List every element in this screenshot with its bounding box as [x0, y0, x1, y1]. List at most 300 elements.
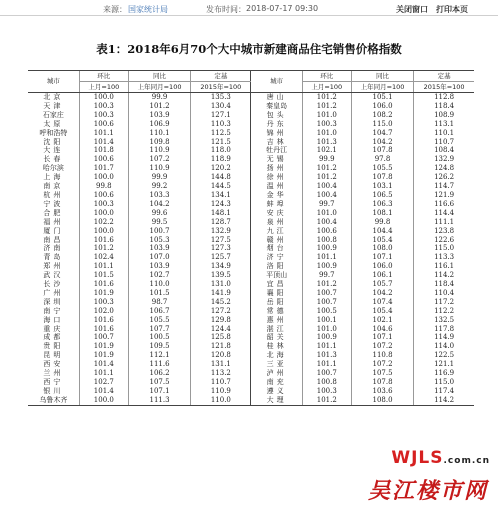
- yoy-cell: 110.9: [128, 164, 190, 173]
- yoy-cell: 107.8: [351, 173, 413, 182]
- yoy-cell: 99.5: [128, 218, 190, 227]
- base-cell: 114.0: [414, 342, 474, 351]
- city-cell: 大理: [251, 396, 302, 405]
- yoy-cell: 105.5: [351, 164, 413, 173]
- city-cell: 上海: [43, 173, 64, 182]
- yoy-cell: 109.5: [128, 342, 190, 351]
- base-cell: 134.9: [191, 262, 251, 271]
- mom-cell: 101.0: [302, 111, 351, 120]
- yoy-cell: 109.8: [128, 138, 190, 147]
- source-label: 来源：: [103, 5, 127, 14]
- yoy-cell: 108.2: [351, 111, 413, 120]
- city-cell: 长春: [43, 155, 64, 164]
- mom-cell: 100.9: [302, 244, 351, 253]
- city-cell: 哈尔滨: [42, 164, 64, 173]
- base-cell: 148.1: [191, 209, 251, 218]
- base-cell: 122.5: [414, 351, 474, 360]
- base-cell: 127.5: [191, 236, 251, 245]
- yoy-cell: 107.5: [351, 369, 413, 378]
- city-cell: 泉州: [266, 217, 287, 226]
- table-row: [28, 218, 474, 227]
- yoy-cell: 97.8: [351, 155, 413, 164]
- mom-cell: 100.4: [302, 191, 351, 200]
- mom-cell: 100.6: [79, 191, 128, 200]
- yoy-cell: 103.9: [128, 244, 190, 253]
- base-cell: 122.6: [414, 236, 474, 245]
- watermark-brand: [391, 448, 490, 468]
- city-cell: 天津: [43, 101, 64, 110]
- yoy-cell: 105.7: [351, 280, 413, 289]
- mom-cell: 102.0: [79, 307, 128, 316]
- yoy-cell: 104.6: [351, 325, 413, 334]
- base-cell: 132.9: [414, 155, 474, 164]
- yoy-cell: 107.1: [351, 333, 413, 342]
- base-cell: 110.4: [414, 289, 474, 298]
- yoy-cell: 99.6: [128, 209, 190, 218]
- table-row: [28, 298, 474, 307]
- yoy-cell: 110.1: [128, 129, 190, 138]
- city-cell: 包头: [266, 110, 287, 119]
- city-cell: 秦皇岛: [266, 101, 288, 110]
- col-header-yoy: 同比: [351, 71, 413, 82]
- mom-cell: 101.6: [79, 325, 128, 334]
- table-title: 表1：2018年6月70个大中城市新建商品住宅销售价格指数: [96, 42, 402, 56]
- mom-cell: 102.7: [79, 378, 128, 387]
- city-cell: 温州: [266, 182, 287, 191]
- watermark-brand-text: WJLS: [391, 448, 444, 468]
- city-cell: 合肥: [43, 208, 64, 217]
- yoy-cell: 106.1: [351, 271, 413, 280]
- table-row: [28, 191, 474, 200]
- base-cell: 110.3: [191, 120, 251, 129]
- watermark-domain: .com.cn: [443, 456, 490, 466]
- yoy-cell: 110.0: [128, 280, 190, 289]
- city-cell: 惠州: [266, 315, 287, 324]
- table-row: [28, 325, 474, 334]
- base-cell: 124.3: [191, 200, 251, 209]
- base-cell: 124.4: [191, 325, 251, 334]
- mom-cell: 100.0: [79, 227, 128, 236]
- city-cell: 成都: [43, 333, 64, 342]
- table-row: [28, 93, 474, 102]
- base-cell: 121.5: [191, 138, 251, 147]
- city-cell: 宜昌: [266, 280, 287, 289]
- city-cell: 宁波: [43, 199, 64, 208]
- col-header-mom: 环比: [79, 71, 128, 82]
- table-row: [28, 333, 474, 342]
- base-cell: 120.2: [191, 164, 251, 173]
- yoy-cell: 107.8: [351, 146, 413, 155]
- base-cell: 115.0: [414, 378, 474, 387]
- city-cell: 锦州: [266, 128, 287, 137]
- table-row: [28, 378, 474, 387]
- col-header-base: 定基: [414, 71, 474, 82]
- mom-cell: 101.2: [79, 244, 128, 253]
- mom-cell: 101.0: [302, 209, 351, 218]
- col-header-city: 城市: [251, 71, 302, 93]
- table-row: [28, 262, 474, 271]
- base-cell: 114.2: [414, 396, 474, 405]
- yoy-cell: 107.4: [351, 298, 413, 307]
- city-cell: 韶关: [266, 333, 287, 342]
- city-cell: 长沙: [43, 280, 64, 289]
- mom-cell: 100.8: [302, 378, 351, 387]
- source-link[interactable]: 国家统计局: [128, 5, 168, 14]
- yoy-cell: 101.5: [128, 289, 190, 298]
- col-subheader-base: 2015年=100: [191, 82, 251, 93]
- city-cell: 南昌: [43, 235, 64, 244]
- col-header-city: 城市: [28, 71, 79, 93]
- mom-cell: 101.9: [79, 342, 128, 351]
- mom-cell: 100.0: [79, 396, 128, 405]
- city-cell: 郑州: [43, 262, 64, 271]
- yoy-cell: 111.3: [128, 396, 190, 405]
- table-row: [28, 351, 474, 360]
- base-cell: 139.5: [191, 271, 251, 280]
- table-body: [28, 93, 474, 406]
- mom-cell: 101.4: [79, 138, 128, 147]
- base-cell: 126.2: [414, 173, 474, 182]
- yoy-cell: 99.9: [128, 93, 190, 102]
- base-cell: 120.8: [191, 351, 251, 360]
- city-cell: 海口: [43, 315, 64, 324]
- city-cell: 常德: [266, 306, 287, 315]
- mom-cell: 100.0: [79, 209, 128, 218]
- base-cell: 144.5: [191, 182, 251, 191]
- table-row: [28, 369, 474, 378]
- watermark-cn-name: 吴江楼市网: [367, 478, 488, 504]
- table-row: [28, 120, 474, 129]
- close-window-button[interactable]: 关闭窗口: [396, 5, 428, 14]
- yoy-cell: 104.2: [351, 138, 413, 147]
- yoy-cell: 107.1: [351, 253, 413, 262]
- mom-cell: 101.1: [302, 253, 351, 262]
- mom-cell: 101.2: [302, 164, 351, 173]
- base-cell: 130.4: [191, 102, 251, 111]
- yoy-cell: 104.2: [351, 289, 413, 298]
- yoy-cell: 110.8: [351, 351, 413, 360]
- yoy-cell: 100.5: [128, 333, 190, 342]
- city-cell: 南京: [43, 182, 64, 191]
- city-cell: 平顶山: [266, 271, 288, 280]
- yoy-cell: 98.7: [128, 298, 190, 307]
- base-cell: 134.1: [191, 191, 251, 200]
- mom-cell: 100.6: [79, 155, 128, 164]
- base-cell: 114.2: [414, 271, 474, 280]
- mom-cell: 101.9: [79, 351, 128, 360]
- table-row: [28, 111, 474, 120]
- base-cell: 118.4: [414, 280, 474, 289]
- table-row: [28, 155, 474, 164]
- city-cell: 太原: [43, 119, 64, 128]
- site-watermark: [356, 448, 496, 506]
- table-row: [28, 173, 474, 182]
- mom-cell: 101.6: [79, 280, 128, 289]
- mom-cell: 101.9: [79, 289, 128, 298]
- base-cell: 135.3: [191, 93, 251, 102]
- mom-cell: 101.4: [79, 360, 128, 369]
- base-cell: 110.0: [191, 396, 251, 405]
- mom-cell: 99.8: [79, 182, 128, 191]
- city-cell: 吉林: [266, 137, 287, 146]
- table-row: [28, 236, 474, 245]
- mom-cell: 100.3: [79, 200, 128, 209]
- base-cell: 113.3: [414, 253, 474, 262]
- yoy-cell: 107.2: [351, 360, 413, 369]
- table-row: [28, 316, 474, 325]
- col-subheader-yoy: 上年同月=100: [128, 82, 190, 93]
- table-row: [28, 146, 474, 155]
- base-cell: 114.7: [414, 182, 474, 191]
- city-cell: 遵义: [266, 386, 287, 395]
- base-cell: 112.5: [191, 129, 251, 138]
- base-cell: 125.8: [191, 333, 251, 342]
- table-row: [28, 253, 474, 262]
- city-cell: 九江: [266, 226, 287, 235]
- yoy-cell: 102.1: [351, 316, 413, 325]
- yoy-cell: 103.1: [351, 182, 413, 191]
- mom-cell: 100.4: [302, 218, 351, 227]
- base-cell: 144.8: [191, 173, 251, 182]
- mom-cell: 99.7: [302, 200, 351, 209]
- base-cell: 110.7: [191, 378, 251, 387]
- yoy-cell: 105.5: [128, 316, 190, 325]
- table-row: [28, 182, 474, 191]
- mom-cell: 101.2: [302, 93, 351, 102]
- yoy-cell: 106.2: [128, 369, 190, 378]
- mom-cell: 101.2: [302, 102, 351, 111]
- yoy-cell: 106.7: [128, 307, 190, 316]
- yoy-cell: 102.7: [128, 271, 190, 280]
- mom-cell: 101.6: [79, 236, 128, 245]
- city-cell: 沈阳: [43, 137, 64, 146]
- city-cell: 北京: [43, 93, 64, 101]
- mom-cell: 100.1: [302, 316, 351, 325]
- mom-cell: 101.2: [302, 173, 351, 182]
- mom-cell: 101.4: [79, 387, 128, 396]
- yoy-cell: 107.1: [128, 387, 190, 396]
- mom-cell: 101.2: [302, 396, 351, 405]
- mom-cell: 100.6: [302, 227, 351, 236]
- yoy-cell: 107.2: [128, 155, 190, 164]
- city-cell: 石家庄: [42, 110, 64, 119]
- city-cell: 厦门: [43, 226, 64, 235]
- yoy-cell: 115.0: [351, 120, 413, 129]
- base-cell: 114.4: [414, 209, 474, 218]
- city-cell: 昆明: [43, 351, 64, 360]
- yoy-cell: 108.0: [351, 396, 413, 405]
- city-cell: 兰州: [43, 369, 64, 378]
- mom-cell: 100.7: [302, 289, 351, 298]
- mom-cell: 101.3: [302, 351, 351, 360]
- base-cell: 118.0: [191, 146, 251, 155]
- city-cell: 济宁: [266, 253, 287, 262]
- yoy-cell: 107.0: [128, 253, 190, 262]
- table-row: [28, 227, 474, 236]
- yoy-cell: 110.9: [128, 146, 190, 155]
- table-row: [28, 129, 474, 138]
- base-cell: 108.4: [414, 146, 474, 155]
- city-cell: 安庆: [266, 208, 287, 217]
- base-cell: 112.8: [414, 93, 474, 102]
- city-cell: 大连: [43, 146, 64, 155]
- city-cell: 南宁: [43, 306, 64, 315]
- base-cell: 121.8: [191, 342, 251, 351]
- mom-cell: 101.1: [302, 342, 351, 351]
- col-header-base: 定基: [191, 71, 251, 82]
- city-cell: 贵阳: [43, 342, 64, 351]
- yoy-cell: 100.7: [128, 227, 190, 236]
- mom-cell: 102.4: [79, 253, 128, 262]
- print-page-button[interactable]: 打印本页: [436, 5, 468, 14]
- city-cell: 杭州: [43, 190, 64, 199]
- city-cell: 广州: [43, 288, 64, 297]
- base-cell: 121.9: [414, 191, 474, 200]
- base-cell: 112.2: [414, 307, 474, 316]
- base-cell: 124.8: [414, 164, 474, 173]
- yoy-cell: 104.4: [351, 227, 413, 236]
- base-cell: 118.9: [191, 155, 251, 164]
- table-row: [28, 200, 474, 209]
- yoy-cell: 106.0: [351, 262, 413, 271]
- base-cell: 117.2: [414, 298, 474, 307]
- yoy-cell: 106.0: [351, 102, 413, 111]
- mom-cell: 101.1: [79, 369, 128, 378]
- city-cell: 丹东: [266, 119, 287, 128]
- mom-cell: 101.1: [302, 360, 351, 369]
- table-row: [28, 102, 474, 111]
- base-cell: 116.9: [414, 369, 474, 378]
- mom-cell: 100.7: [302, 369, 351, 378]
- city-cell: 无锡: [266, 155, 287, 164]
- col-subheader-mom: 上月=100: [79, 82, 128, 93]
- city-cell: 唐山: [266, 93, 287, 101]
- city-cell: 徐州: [266, 173, 287, 182]
- base-cell: 129.8: [191, 316, 251, 325]
- city-cell: 岳阳: [266, 297, 287, 306]
- city-cell: 赣州: [266, 235, 287, 244]
- mom-cell: 101.1: [79, 129, 128, 138]
- mom-cell: 102.1: [302, 146, 351, 155]
- publish-time: 2018-07-17 09:30: [246, 4, 319, 13]
- city-cell: 西宁: [43, 378, 64, 386]
- base-cell: 108.9: [414, 111, 474, 120]
- mom-cell: 100.3: [302, 120, 351, 129]
- yoy-cell: 107.2: [351, 342, 413, 351]
- base-cell: 123.8: [414, 227, 474, 236]
- base-cell: 141.9: [191, 289, 251, 298]
- base-cell: 113.1: [414, 120, 474, 129]
- table-row: [28, 387, 474, 396]
- base-cell: 131.1: [191, 360, 251, 369]
- table-row: [28, 280, 474, 289]
- table-row: [28, 138, 474, 147]
- city-cell: 烟台: [266, 244, 287, 253]
- yoy-cell: 105.1: [351, 93, 413, 102]
- base-cell: 128.7: [191, 218, 251, 227]
- city-cell: 武汉: [43, 271, 64, 280]
- mom-cell: 100.3: [302, 387, 351, 396]
- yoy-cell: 103.3: [128, 191, 190, 200]
- city-cell: 北海: [266, 351, 287, 360]
- mom-cell: 100.4: [302, 182, 351, 191]
- yoy-cell: 105.4: [351, 236, 413, 245]
- mom-cell: 100.9: [302, 333, 351, 342]
- header-divider: [0, 15, 498, 16]
- base-cell: 132.9: [191, 227, 251, 236]
- yoy-cell: 99.8: [351, 218, 413, 227]
- mom-cell: 101.8: [79, 146, 128, 155]
- publish-label: 发布时间：: [206, 5, 246, 14]
- table-row: [28, 271, 474, 280]
- mom-cell: 102.2: [79, 218, 128, 227]
- mom-cell: 101.0: [302, 129, 351, 138]
- base-cell: 113.2: [191, 369, 251, 378]
- mom-cell: 101.3: [302, 138, 351, 147]
- table-row: [28, 209, 474, 218]
- table-row: [28, 307, 474, 316]
- base-cell: 145.2: [191, 298, 251, 307]
- col-subheader-mom: 上月=100: [302, 82, 351, 93]
- base-cell: 127.1: [191, 111, 251, 120]
- city-cell: 呼和浩特: [39, 128, 68, 137]
- city-cell: 蚌埠: [266, 199, 287, 208]
- yoy-cell: 105.3: [128, 236, 190, 245]
- base-cell: 118.4: [414, 102, 474, 111]
- city-cell: 扬州: [266, 164, 287, 173]
- city-cell: 洛阳: [266, 262, 287, 271]
- city-cell: 青岛: [43, 253, 64, 262]
- mom-cell: 101.7: [79, 164, 128, 173]
- city-cell: 襄阳: [266, 288, 287, 297]
- price-index-table: [28, 70, 474, 406]
- base-cell: 110.1: [414, 129, 474, 138]
- mom-cell: 99.9: [302, 155, 351, 164]
- yoy-cell: 108.0: [351, 244, 413, 253]
- city-cell: 济南: [43, 244, 64, 253]
- mom-cell: 100.8: [302, 236, 351, 245]
- mom-cell: 100.9: [302, 262, 351, 271]
- yoy-cell: 111.6: [128, 360, 190, 369]
- table-row: [28, 396, 474, 405]
- col-header-mom: 环比: [302, 71, 351, 82]
- city-cell: 三亚: [266, 360, 287, 369]
- yoy-cell: 103.9: [128, 262, 190, 271]
- city-cell: 重庆: [43, 324, 64, 333]
- city-cell: 深圳: [43, 297, 64, 306]
- yoy-cell: 103.9: [128, 111, 190, 120]
- base-cell: 116.6: [414, 200, 474, 209]
- city-cell: 福州: [43, 217, 64, 226]
- yoy-cell: 99.2: [128, 182, 190, 191]
- base-cell: 121.1: [414, 360, 474, 369]
- city-cell: 南充: [266, 378, 287, 386]
- yoy-cell: 104.7: [351, 129, 413, 138]
- yoy-cell: 112.1: [128, 351, 190, 360]
- yoy-cell: 107.5: [128, 378, 190, 387]
- yoy-cell: 107.7: [128, 325, 190, 334]
- base-cell: 115.0: [414, 244, 474, 253]
- base-cell: 125.7: [191, 253, 251, 262]
- city-cell: 乌鲁木齐: [28, 396, 79, 405]
- table-row: [28, 342, 474, 351]
- mom-cell: 101.6: [79, 316, 128, 325]
- mom-cell: 101.5: [79, 271, 128, 280]
- city-cell: 牡丹江: [266, 146, 288, 155]
- mom-cell: 100.7: [79, 333, 128, 342]
- city-cell: 泸州: [266, 369, 287, 378]
- mom-cell: 100.6: [79, 120, 128, 129]
